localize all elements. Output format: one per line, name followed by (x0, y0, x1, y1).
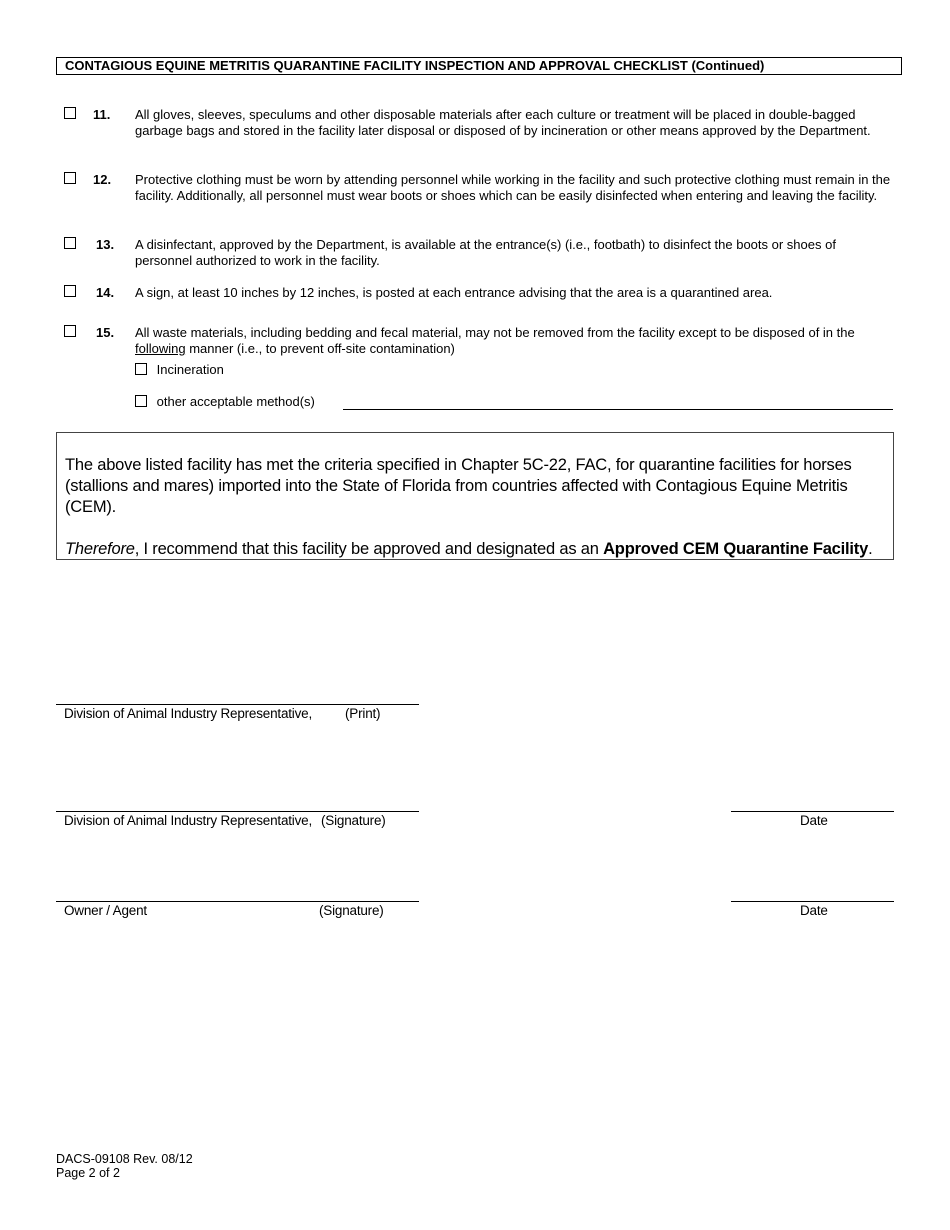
item-text: Protective clothing must be worn by attending personnel while working in the facility and such protective clothing must remain in the facility. Additionally, all personnel must wear boots or shoes which can be easily disinfected when entering and leaving the facility. (135, 172, 891, 203)
item-number: 11. (93, 107, 111, 122)
form-title: CONTAGIOUS EQUINE METRITIS QUARANTINE FACILITY INSPECTION AND APPROVAL CHECKLIST (Continued) (56, 57, 902, 75)
recommendation-period: . (868, 540, 873, 558)
item-text: A disinfectant, approved by the Department, is available at the entrance(s) (i.e., footbath) to disinfect the boots or shoes of personnel authorized to work in the facility. (135, 237, 836, 268)
checklist-item-15 (64, 325, 892, 357)
checkbox-item-15[interactable] (64, 325, 76, 337)
rep-print-line[interactable] (56, 704, 419, 705)
rep-date-line[interactable] (731, 811, 894, 812)
checkbox-item-11[interactable] (64, 107, 76, 119)
option-incineration (135, 362, 224, 378)
rep-date-label: Date (800, 813, 828, 828)
approved-facility-label: Approved CEM Quarantine Facility (603, 540, 869, 558)
checkbox-item-13[interactable] (64, 237, 76, 249)
option-other-method-label: other acceptable method(s) (156, 394, 315, 409)
owner-date-line[interactable] (731, 901, 894, 902)
checklist-item-13 (64, 237, 892, 269)
option-incineration-label: Incineration (156, 362, 224, 377)
certification-box (56, 432, 894, 560)
item-number: 14. (96, 285, 115, 300)
rep-print-suffix: (Print) (345, 706, 381, 721)
rep-signature-suffix: (Signature) (321, 813, 386, 828)
item-text-underlined: following (135, 341, 186, 356)
certification-paragraph: The above listed facility has met the criteria specified in Chapter 5C-22, FAC, for quarantine facilities for horses (stallions and mares) imported into the State of Florida from countries affected with Contagious Equine Metritis (CEM). (65, 456, 852, 516)
form-id: DACS-09108 Rev. 08/12 (56, 1152, 193, 1166)
therefore-text: Therefore (65, 540, 135, 558)
item-number: 15. (96, 325, 115, 340)
owner-date-label: Date (800, 903, 828, 918)
owner-signature-line[interactable] (56, 901, 419, 902)
checklist-item-14 (64, 285, 892, 301)
checklist-item-12 (64, 172, 892, 204)
checkbox-item-12[interactable] (64, 172, 76, 184)
recommendation-paragraph (65, 539, 885, 560)
item-text (135, 325, 892, 357)
recommendation-text: , I recommend that this facility be approved and designated as an (134, 540, 604, 558)
checkbox-incineration[interactable] (135, 363, 147, 375)
owner-signature-suffix: (Signature) (319, 903, 384, 918)
checklist-item-11 (64, 107, 892, 139)
item-text: All gloves, sleeves, speculums and other disposable materials after each culture or treatment will be placed in double-bagged garbage bags and stored in the facility later disposal or disposed of by incineration or other means approved by the Department. (135, 107, 871, 138)
option-other-method (135, 394, 315, 410)
rep-signature-line[interactable] (56, 811, 419, 812)
rep-signature-label: Division of Animal Industry Representative, (64, 813, 313, 828)
item-number: 12. (93, 172, 112, 187)
owner-agent-label: Owner / Agent (64, 903, 147, 918)
rep-print-label: Division of Animal Industry Representative, (64, 706, 313, 721)
footer (56, 1152, 193, 1180)
page-number: Page 2 of 2 (56, 1166, 120, 1180)
other-method-input-line[interactable] (343, 409, 893, 410)
checkbox-other-method[interactable] (135, 395, 147, 407)
item-text-part: manner (i.e., to prevent off-site contamination) (185, 341, 455, 356)
item-text-part: All waste materials, including bedding and fecal material, may not be removed from the facility except to be disposed of in the (135, 325, 855, 340)
item-text: A sign, at least 10 inches by 12 inches, is posted at each entrance advising that the area is a quarantined area. (135, 285, 773, 300)
item-number: 13. (96, 237, 115, 252)
checkbox-item-14[interactable] (64, 285, 76, 297)
